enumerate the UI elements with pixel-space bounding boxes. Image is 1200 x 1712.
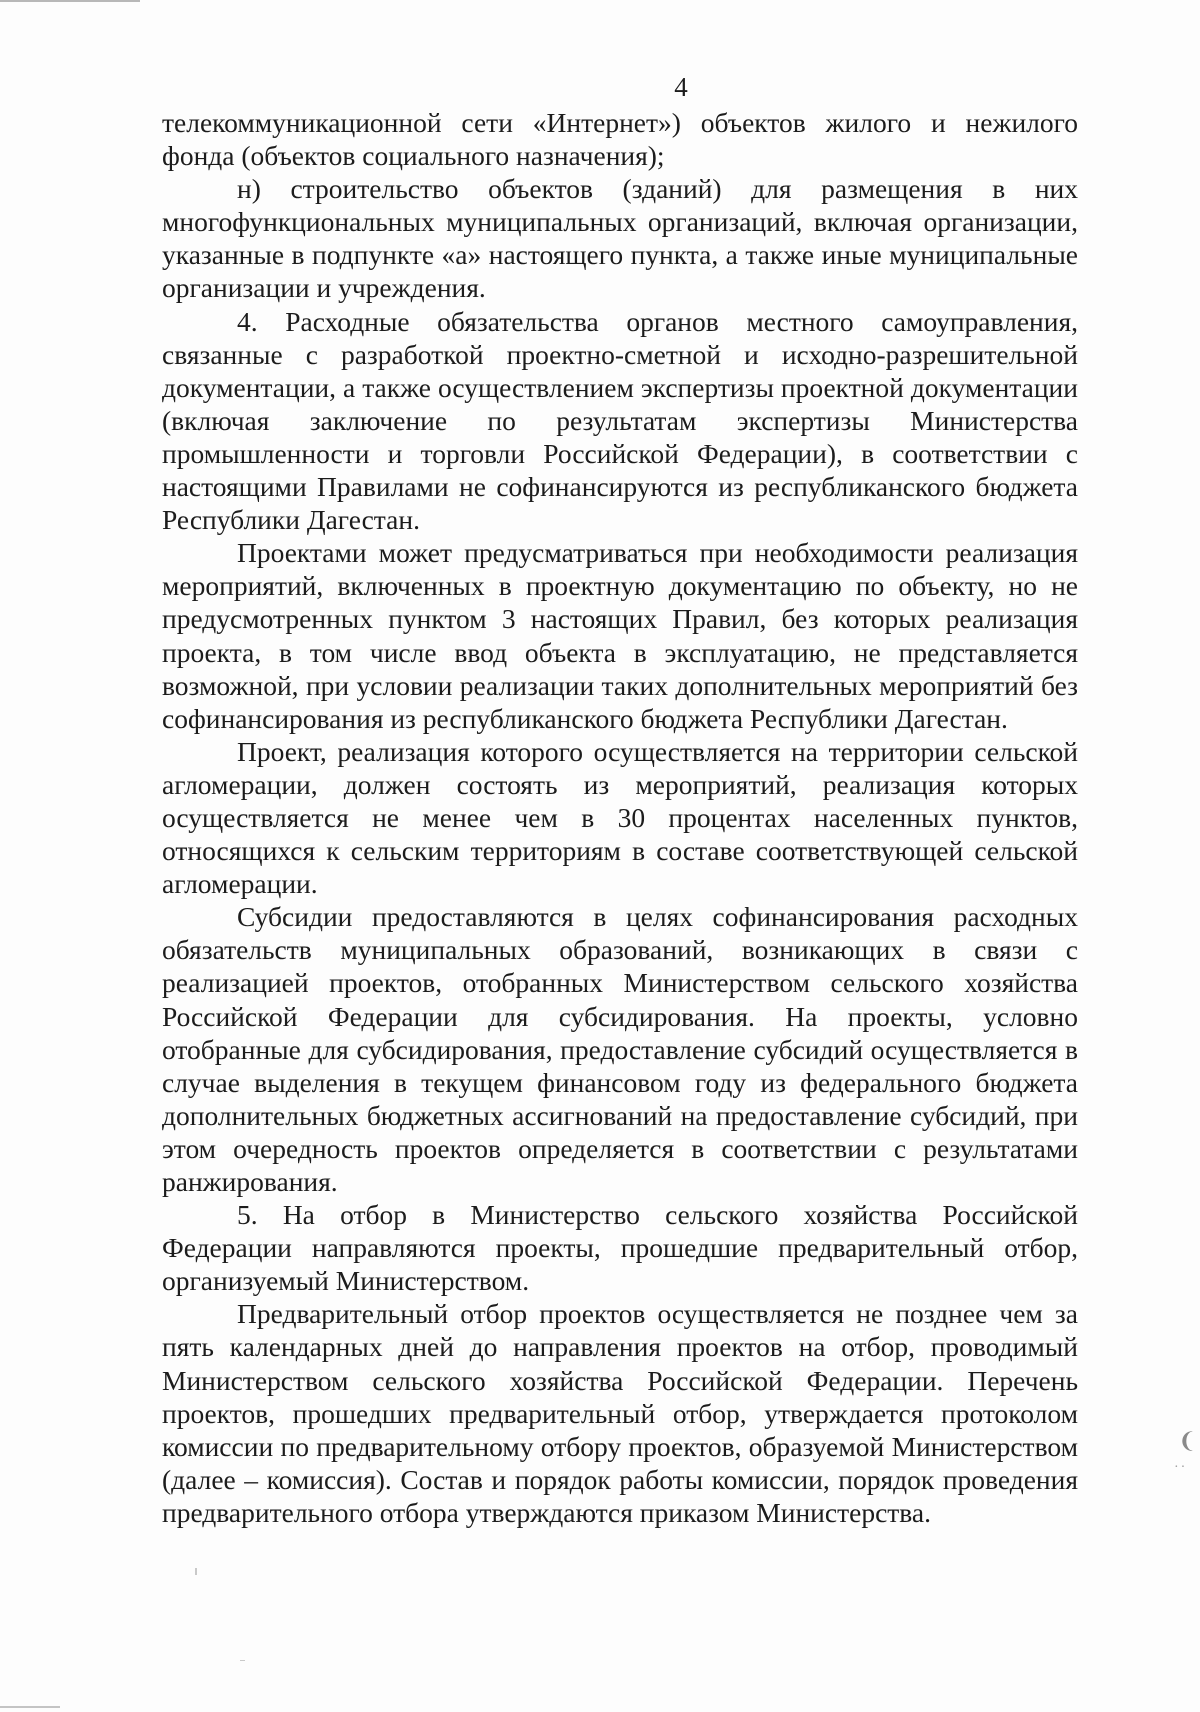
scan-speck <box>195 1568 197 1575</box>
paragraph-preliminary-selection: Предварительный отбор проектов осуществляется не позднее чем за пять календарных дней до направления проектов на отбор, проводимый Министерством сельского хозяйства Российской Федерации. Перечень проектов, прошедших предварительный отбор, утверждается протоколом комиссии по предварительному отбору проектов, образуемой Министерством (далее – комиссия). Состав и порядок работы комиссии, порядок проведения предварительного отбора утверждаются приказом Министерства. <box>162 1298 1078 1528</box>
paragraph-additional-measures: Проектами может предусматриваться при необходимости реализация мероприятий, включенных в проектную документацию по объекту, но не предусмотренных пунктом 3 настоящих Правил, без которых реализация проекта, в том числе ввод объекта в эксплуатацию, не представляется возможной, при условии реализации таких дополнительных мероприятий без софинансирования из республиканского бюджета Республики Дагестан. <box>162 537 1078 734</box>
scan-edge-line <box>0 0 140 2</box>
margin-scan-specks: ·· <box>1174 1460 1188 1475</box>
page-number: 4 <box>674 72 688 102</box>
margin-scribble-mark: ❨ <box>1178 1428 1197 1453</box>
paragraph-clause-5: 5. На отбор в Министерство сельского хозяйства Российской Федерации направляются проекты, прошедшие предварительный отбор, организуемый Министерством. <box>162 1199 1078 1297</box>
paragraph-item-n: н) строительство объектов (зданий) для размещения в них многофункциональных муниципальных организаций, включая организации, указанные в подпункте «а» настоящего пункта, а также иные муниципальные организации и учреждения. <box>162 173 1078 304</box>
paragraph-agglomeration: Проект, реализация которого осуществляется на территории сельской агломерации, должен состоять из мероприятий, реализация которых осуществляется не менее чем в 30 процентах населенных пунктов, относящихся к сельским территориям в составе соответствующей сельской агломерации. <box>162 735 1078 900</box>
paragraph-continuation: телекоммуникационной сети «Интернет») объектов жилого и нежилого фонда (объектов социального назначения); <box>162 107 1078 172</box>
paragraph-clause-4: 4. Расходные обязательства органов местного самоуправления, связанные с разработкой проектно-сметной и исходно-разрешительной документации, а также осуществлением экспертизы проектной документации (включая заключение по результатам экспертизы Министерства промышленности и торговли Российской Федерации), в соответствии с настоящими Правилами не софинансируются из республиканского бюджета Республики Дагестан. <box>162 305 1078 536</box>
scan-speck <box>240 1660 245 1661</box>
document-body <box>162 106 1078 1529</box>
paragraph-subsidies: Субсидии предоставляются в целях софинансирования расходных обязательств муниципальных образований, возникающих в связи с реализацией проектов, отобранных Министерством сельского хозяйства Российской Федерации для субсидирования. На проекты, условно отобранные для субсидирования, предоставление субсидий осуществляется в случае выделения в текущем финансовом году из федерального бюджета дополнительных бюджетных ассигнований на предоставление субсидий, при этом очередность проектов определяется в соответствии с результатами ранжирования. <box>162 901 1078 1197</box>
scan-edge-line <box>0 1706 60 1708</box>
